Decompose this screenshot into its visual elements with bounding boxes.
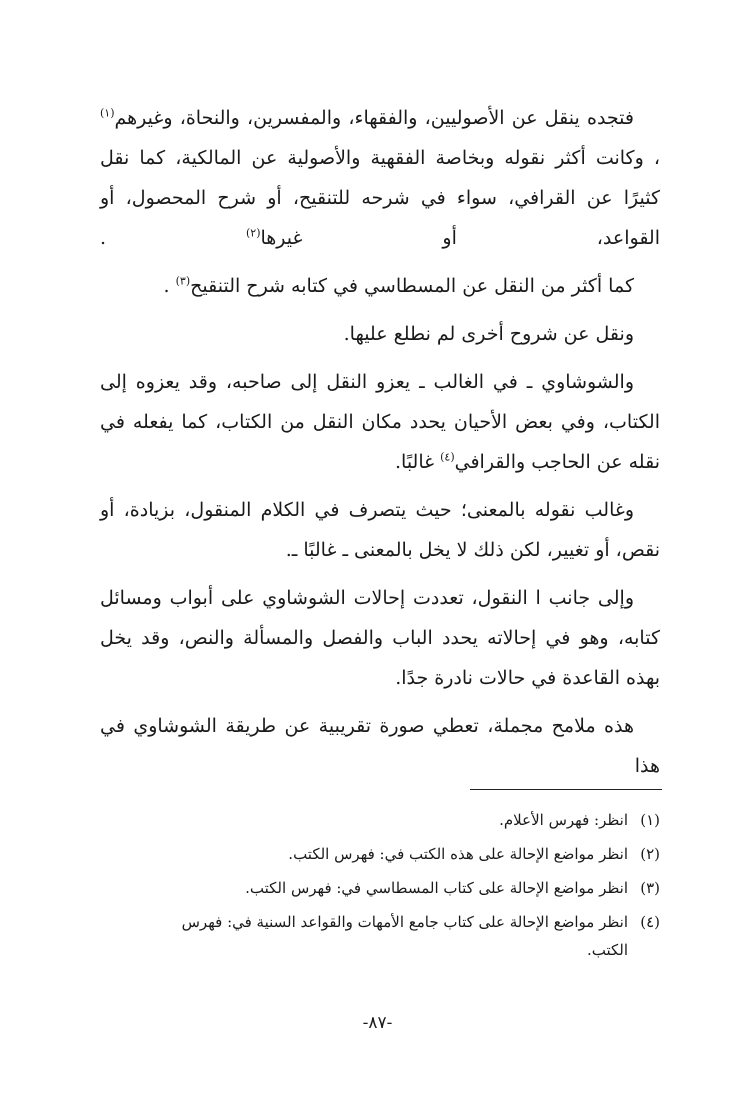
paragraph-5 [100,490,660,570]
page-number: -٨٧- [362,1013,393,1033]
text-run: هذه ملامح مجملة، تعطي صورة تقريبية عن طريقة الشوشاوي في هذا [100,715,660,777]
paragraph-2 [100,266,660,306]
paragraph-6 [100,578,660,698]
text-run: كما أكثر من النقل عن المسطاسي في كتابه شرح التنقيح [190,275,634,297]
paragraph-3 [100,314,660,354]
footnote-separator [470,789,662,790]
text-run: غالبًا. [395,451,435,473]
text-run: وإلى جانب ا النقول، تعددت إحالات الشوشاوي على أبواب ومسائل كتابه، وهو في إحالاته يحدد الباب والفصل والمسألة والنص، وقد يخل بهذه القاعدة في حالات نادرة جدًا. [100,587,660,689]
paragraph-1 [100,98,660,258]
footnote-2 [100,840,660,868]
footnote-ref-1[interactable]: (١) [100,106,115,120]
paragraph-7 [100,706,660,786]
footnote-text: انظر مواضع الإحالة على هذه الكتب في: فهرس الكتب. [288,845,628,863]
text-run: والشوشاوي ـ في الغالب ـ يعزو النقل إلى صاحبه، وقد يعزوه إلى الكتاب، وفي بعض الأحيان يحدد مكان النقل من الكتاب، كما يفعله في نقله عن الحاجب والقرافي [100,371,660,473]
footnotes [100,806,660,970]
footnote-ref-4[interactable]: (٤) [440,450,455,464]
footnote-4 [100,908,660,964]
footnote-3 [100,874,660,902]
footnote-text-continued: الكتب. [586,941,628,959]
footnote-ref-2[interactable]: (٢) [245,226,261,240]
text-run: فتجده ينقل عن الأصوليين، والفقهاء، والمفسرين، والنحاة، وغيرهم [114,107,634,129]
text-run: وغالب نقوله بالمعنى؛ حيث يتصرف في الكلام المنقول، بزيادة، أو نقص، أو تغيير، لكن ذلك لا يخل بالمعنى ـ غالبًا ـ. [100,499,660,561]
footnote-number: (١) [640,811,660,829]
footnote-number: (٣) [640,879,660,897]
footnote-text: انظر مواضع الإحالة على كتاب المسطاسي في: فهرس الكتب. [245,879,628,897]
text-run: . [100,227,107,249]
footnote-number: (٢) [640,845,660,863]
footnote-1 [100,806,660,834]
main-text [100,98,660,794]
paragraph-4 [100,362,660,482]
footnote-text: انظر مواضع الإحالة على كتاب جامع الأمهات والقواعد السنية في: فهرس [181,913,628,931]
text-run: ، وكانت أكثر نقوله وبخاصة الفقهية والأصولية عن المالكية، كما نقل كثيرًا عن القرافي، سواء في شرحه للتنقيح، أو شرح المحصول، أو القواعد، أو غيرها [100,147,660,249]
footnote-text: انظر: فهرس الأعلام. [499,811,628,829]
text-run: ونقل عن شروح أخرى لم نطلع عليها. [343,323,634,345]
footnote-ref-3[interactable]: (٣) [175,274,191,288]
text-run: . [163,275,170,297]
footnote-number: (٤) [640,913,660,931]
